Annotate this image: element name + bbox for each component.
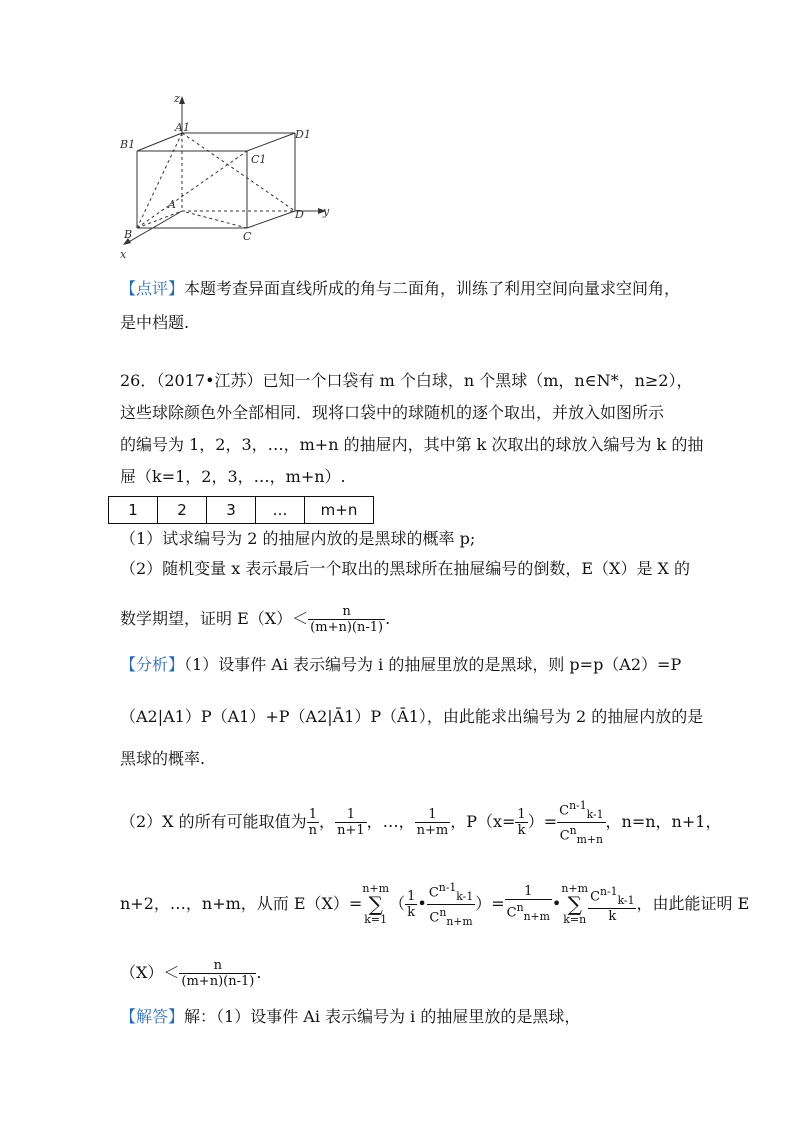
drawer-cell: 2 [158, 497, 207, 524]
frac-combination-over-k: $\frac{C^{n-1}_{k-1}}{k}$ [590, 885, 635, 925]
label-y: y [323, 205, 330, 218]
analysis-tag: 【分析】 [120, 655, 185, 674]
label-B: B [124, 228, 133, 241]
drawer-cell: m+n [305, 497, 374, 524]
label-A1: A1 [175, 121, 190, 134]
analysis-line-3: 黑球的概率. [120, 749, 206, 768]
fraction-denominator: (m+n)(n-1) [310, 620, 384, 635]
drawer-cell: … [256, 497, 305, 524]
label-D1: D1 [295, 128, 311, 141]
analysis-line-6 [120, 958, 261, 989]
label-D: D [295, 208, 304, 221]
label-z: z [174, 92, 180, 105]
analysis-line-6-prefix: （X）＜ [120, 963, 180, 982]
analysis-line-6-suffix: . [256, 963, 262, 982]
frac-1-over-k: $\frac{1}{k}$ [517, 806, 526, 838]
question-1: （1）试求编号为 2 的抽屉内放的是黑球的概率 p; [120, 529, 476, 548]
analysis-text-1: （1）设事件 Ai 表示编号为 i 的抽屉里放的是黑球，则 p=p（A2）=P [184, 655, 682, 674]
label-x: x [120, 248, 127, 261]
analysis-line-5-suffix: ，由此能证明 E [636, 893, 750, 913]
frac-1-over-k-b: $\frac{1}{k}$ [407, 888, 416, 920]
analysis-line-5: n+2，…，n+m，从而 E（X）=n+m ∑ k=1（ $\frac{1}{k}$ • $\frac{C^{n-1}_{k-1}}{C^n_{n+m}}$ ）= $\frac{1}{C^n_{n+m}}$ •n+m ∑ k=n $\frac{C^{n-1}_{k-1}}{k}$ ，由此能证明 E [120, 881, 750, 928]
problem-line-4: 屉（k=1，2，3，…，m+n）. [120, 467, 346, 486]
solution-line-1 [120, 1004, 580, 1027]
analysis-line-4-mid: ，…， [366, 811, 415, 831]
problem-line-1: 26．（2017•江苏）已知一个口袋有 m 个白球，n 个黑球（m，n∈N*，n≥2）， [120, 371, 693, 390]
analysis-line-4-suffix: ，n=n，n+1， [605, 811, 722, 831]
comment-text-1: 本题考查异面直线所成的角与二面角，训练了利用空间向量求空间角， [184, 279, 681, 298]
frac-1-over-combination: $\frac{1}{C^n_{n+m}}$ [506, 884, 550, 924]
question-2b [120, 604, 390, 635]
question-2a: （2）随机变量 x 表示最后一个取出的黑球所在抽屉编号的倒数，E（X）是 X 的 [120, 559, 691, 578]
bound-fraction [308, 604, 385, 635]
bound-fraction-b: $\frac{n}{(m+n)(n-1)}$ [181, 958, 255, 989]
analysis-line-2: （A2|A1）P（A1）+P（A2|Ā1）P（Ā1），由此能求出编号为 2 的抽屉内放的是 [120, 707, 704, 726]
fraction-numerator: n [342, 604, 351, 619]
question-2b-suffix: . [385, 609, 391, 628]
summation-2: n+m ∑ k=n [561, 882, 589, 927]
analysis-line-4-prefix: （2）X 的所有可能取值为 [120, 811, 307, 831]
label-C: C [243, 230, 252, 243]
question-2b-prefix: 数学期望，证明 E（X）＜ [120, 609, 309, 628]
comment-line-2: 是中档题. [120, 313, 190, 332]
analysis-line-5-prefix: n+2，…，n+m，从而 E（X）= [120, 893, 363, 913]
problem-line-2: 这些球除颜色外全部相同．现将口袋中的球随机的逐个取出，并放入如图所示 [120, 403, 665, 422]
frac-combination-b: $\frac{C^{n-1}_{k-1}}{C^n_{n+m}}$ [428, 881, 474, 928]
analysis-line-1 [120, 652, 681, 675]
comment-line-1 [120, 276, 680, 299]
solution-tag: 【解答】 [120, 1007, 185, 1026]
frac-combination: $\frac{C^{n-1}_{k-1}}{C^n_{m+n}}$ [559, 799, 604, 846]
drawer-cell: 1 [109, 497, 158, 524]
label-B1: B1 [120, 138, 136, 151]
comment-tag: 【点评】 [120, 279, 185, 298]
drawer-table [108, 496, 374, 524]
solution-text-1: 解：（1）设事件 Ai 表示编号为 i 的抽屉里放的是黑球， [184, 1007, 581, 1026]
summation-1: n+m ∑ k=1 [362, 882, 390, 927]
frac-1-over-n: $\frac{1}{n}$ [308, 806, 318, 838]
analysis-line-4: （2）X 的所有可能取值为 $\frac{1}{n}$ ， $\frac{1}{n+1}$ ，…， $\frac{1}{n+m}$ ，P（x= $\frac{1}{k}$ ）= $\frac{C^{n-1}_{k-1}}{C^n_{m+n}}$ ，n=n，n+1， [120, 799, 722, 846]
label-C1: C1 [251, 153, 267, 166]
frac-1-over-n-plus-1: $\frac{1}{n+1}$ [337, 806, 365, 838]
problem-line-3: 的编号为 1，2，3，…，m+n 的抽屉内，其中第 k 次取出的球放入编号为 k 的抽 [120, 435, 704, 454]
label-A: A [168, 198, 176, 211]
box-figure [112, 88, 342, 263]
drawer-cell: 3 [207, 497, 256, 524]
frac-1-over-n-plus-m: $\frac{1}{n+m}$ [416, 806, 449, 838]
